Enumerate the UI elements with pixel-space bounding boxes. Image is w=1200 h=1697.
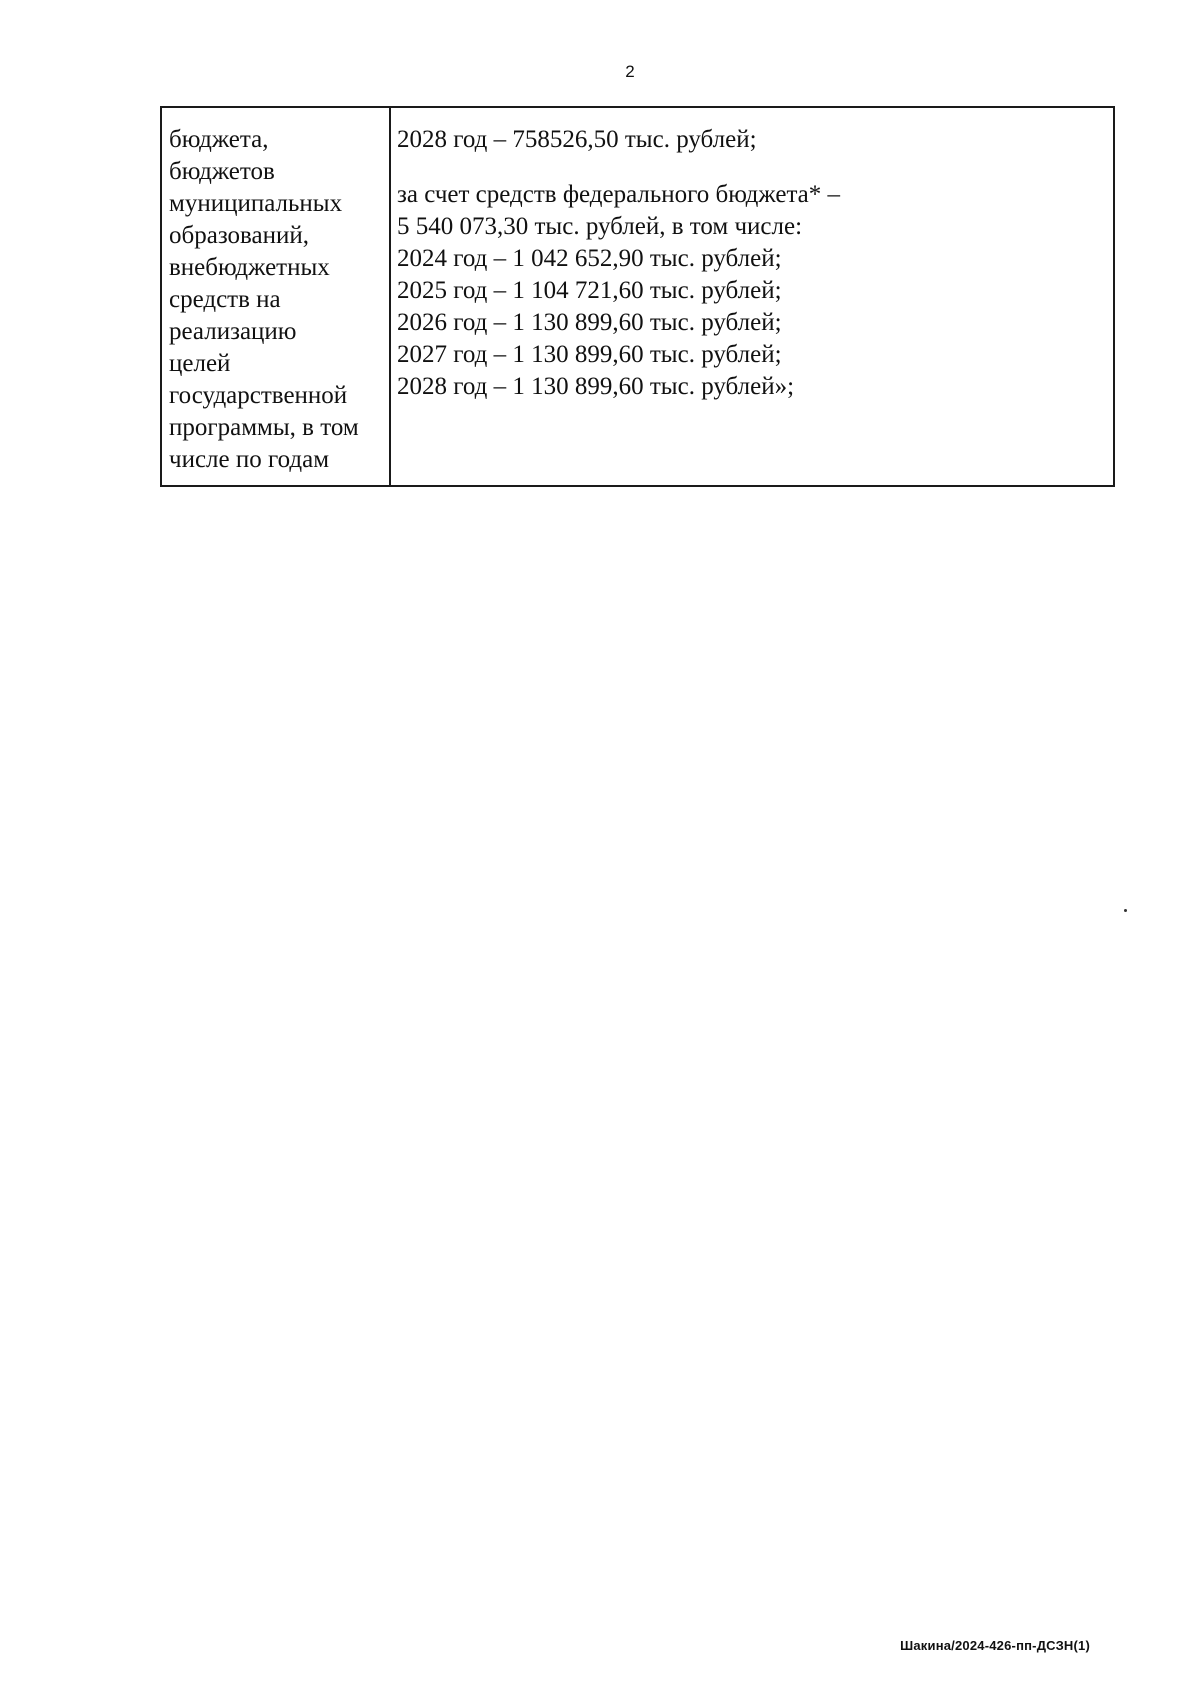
label-line: реализацию — [169, 318, 297, 345]
value-line: 5 540 073,30 тыс. рублей, в том числе: — [397, 213, 803, 240]
label-line: бюджетов — [169, 158, 275, 185]
funding-table — [160, 106, 1115, 487]
value-line: 2024 год – 1 042 652,90 тыс. рублей; — [397, 245, 782, 272]
label-line: числе по годам — [169, 446, 330, 473]
label-line: целей — [169, 350, 231, 377]
value-line: 2026 год – 1 130 899,60 тыс. рублей; — [397, 309, 782, 336]
value-line: 2028 год – 758526,50 тыс. рублей; — [397, 126, 757, 153]
table-label-cell — [162, 108, 391, 485]
paragraph-gap — [397, 156, 1113, 179]
page-number: 2 — [625, 62, 635, 81]
label-line: бюджета, — [169, 126, 269, 153]
value-line: 2025 год – 1 104 721,60 тыс. рублей; — [397, 277, 782, 304]
value-line: 2028 год – 1 130 899,60 тыс. рублей»; — [397, 373, 795, 400]
table-value-cell — [391, 108, 1113, 485]
label-line: средств на — [169, 286, 281, 313]
label-line: программы, в том — [169, 414, 359, 441]
label-line: образований, — [169, 222, 310, 249]
scan-speck — [1124, 909, 1127, 912]
document-reference: Шакина/2024-426-пп-ДСЗН(1) — [900, 1638, 1090, 1653]
label-line: муниципальных — [169, 190, 343, 217]
label-line: государственной — [169, 382, 348, 409]
value-line: за счет средств федерального бюджета* – — [397, 181, 841, 208]
value-line: 2027 год – 1 130 899,60 тыс. рублей; — [397, 341, 782, 368]
label-line: внебюджетных — [169, 254, 330, 281]
